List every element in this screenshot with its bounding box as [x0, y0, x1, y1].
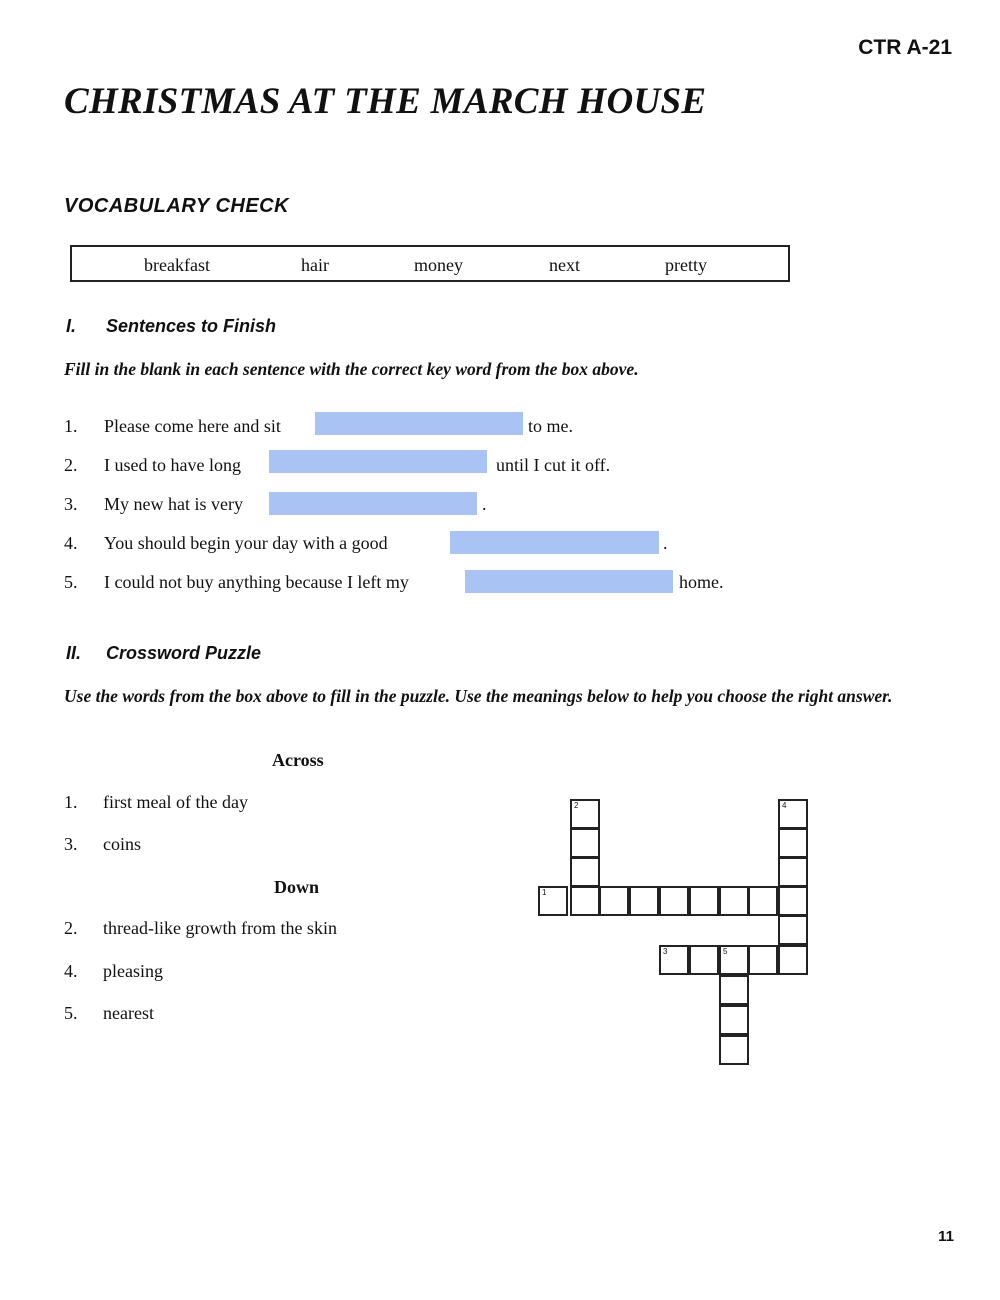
crossword-cell[interactable] — [778, 857, 808, 887]
crossword-cell[interactable] — [719, 975, 749, 1005]
crossword-cell[interactable] — [659, 886, 689, 916]
part1-title: Sentences to Finish — [106, 316, 277, 336]
crossword-cell[interactable] — [689, 945, 719, 975]
grid-number: 2 — [574, 801, 579, 810]
page-title: CHRISTMAS AT THE MARCH HOUSE — [64, 81, 707, 122]
word-box-item: pretty — [665, 255, 707, 275]
part2-numeral: II. — [66, 643, 82, 663]
sentence-text-before: My new hat is very — [104, 494, 243, 514]
sentence-row — [64, 452, 944, 478]
sentence-text-before: You should begin your day with a good — [104, 533, 388, 553]
sentence-text-after: . — [482, 494, 487, 514]
word-box-item: breakfast — [144, 255, 210, 275]
grid-number: 1 — [542, 888, 547, 897]
crossword-cell[interactable] — [570, 828, 600, 858]
clue-number: 5. — [64, 1003, 78, 1023]
page-code: CTR A-21 — [858, 36, 952, 59]
answer-blank[interactable] — [269, 450, 487, 473]
crossword-cell[interactable] — [778, 799, 808, 829]
crossword-cell[interactable] — [778, 828, 808, 858]
clue-number: 1. — [64, 792, 78, 812]
part2-instruction: Use the words from the box above to fill in the puzzle. Use the meanings below to help you choose the right answer. — [64, 686, 893, 706]
crossword-cell[interactable] — [748, 945, 778, 975]
part1-instruction: Fill in the blank in each sentence with the correct key word from the box above. — [64, 359, 639, 379]
sentence-number: 3. — [64, 494, 78, 514]
sentence-text-after: home. — [679, 572, 724, 592]
crossword-cell[interactable] — [689, 886, 719, 916]
part1-heading — [66, 316, 276, 337]
crossword-grid — [538, 799, 810, 1069]
crossword-cell[interactable] — [538, 886, 568, 916]
sentence-row — [64, 491, 944, 517]
crossword-cell[interactable] — [570, 886, 600, 916]
crossword-cell[interactable] — [659, 945, 689, 975]
clue-number: 4. — [64, 961, 78, 981]
sentence-text-after: . — [663, 533, 668, 553]
sentence-row — [64, 569, 944, 595]
clue-text: pleasing — [103, 961, 163, 981]
crossword-cell[interactable] — [719, 886, 749, 916]
answer-blank[interactable] — [450, 531, 659, 554]
clue-text: thread-like growth from the skin — [103, 918, 337, 938]
word-box-item: money — [414, 255, 463, 275]
across-heading: Across — [272, 750, 324, 770]
down-heading: Down — [274, 877, 320, 897]
part2-title: Crossword Puzzle — [106, 643, 262, 663]
sentence-number: 1. — [64, 416, 78, 436]
sentence-number: 4. — [64, 533, 78, 553]
sentence-number: 5. — [64, 572, 78, 592]
crossword-cell[interactable] — [570, 857, 600, 887]
sentence-row — [64, 413, 944, 439]
answer-blank[interactable] — [269, 492, 477, 515]
crossword-cell[interactable] — [778, 945, 808, 975]
crossword-cell[interactable] — [778, 886, 808, 916]
page-number: 11 — [938, 1228, 954, 1245]
crossword-cell[interactable] — [629, 886, 659, 916]
crossword-cell[interactable] — [719, 945, 749, 975]
crossword-cell[interactable] — [599, 886, 629, 916]
sentence-text-before: Please come here and sit — [104, 416, 281, 436]
clue-number: 3. — [64, 834, 78, 854]
part2-heading — [66, 643, 261, 664]
sentence-text-after: to me. — [528, 416, 573, 436]
clue-text: coins — [103, 834, 141, 854]
crossword-cell[interactable] — [778, 915, 808, 945]
word-box — [70, 245, 790, 282]
section-heading: VOCABULARY CHECK — [64, 195, 290, 217]
answer-blank[interactable] — [315, 412, 523, 435]
sentence-text-before: I used to have long — [104, 455, 241, 475]
word-box-item: hair — [301, 255, 329, 275]
part1-numeral: I. — [66, 316, 77, 336]
grid-number: 5 — [723, 947, 728, 956]
clue-text: first meal of the day — [103, 792, 248, 812]
grid-number: 4 — [782, 801, 787, 810]
grid-number: 3 — [663, 947, 668, 956]
sentence-number: 2. — [64, 455, 78, 475]
sentence-row — [64, 530, 944, 556]
crossword-cell[interactable] — [570, 799, 600, 829]
clue-text: nearest — [103, 1003, 154, 1023]
word-box-item: next — [549, 255, 580, 275]
answer-blank[interactable] — [465, 570, 673, 593]
sentence-text-before: I could not buy anything because I left my — [104, 572, 409, 592]
sentence-text-after: until I cut it off. — [496, 455, 611, 475]
crossword-cell[interactable] — [719, 1005, 749, 1035]
crossword-cell[interactable] — [748, 886, 778, 916]
crossword-cell[interactable] — [719, 1035, 749, 1065]
clue-number: 2. — [64, 918, 78, 938]
